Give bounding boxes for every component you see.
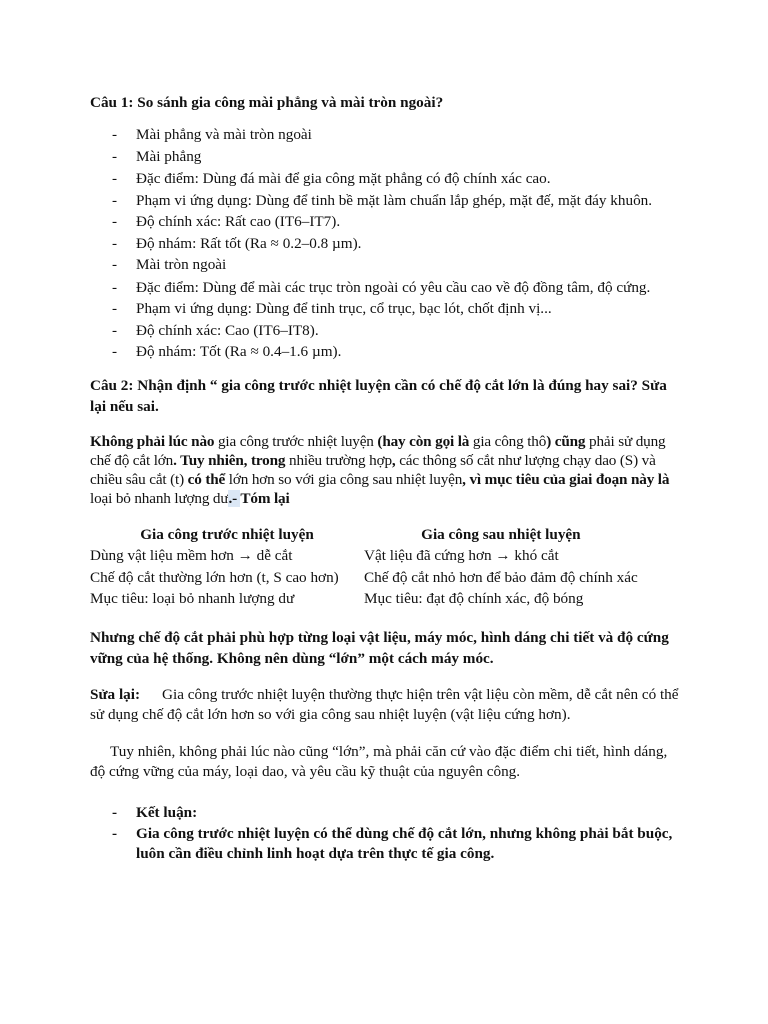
table-header-row xyxy=(90,524,638,546)
list-item: - Đặc điểm: Dùng đá mài để gia công mặt phẳng có độ chính xác cao. xyxy=(90,168,680,190)
list-item: - Mài tròn ngoài xyxy=(90,254,680,277)
table-row xyxy=(90,589,638,611)
list-item: - Gia công trước nhiệt luyện có thể dùng chế độ cắt lớn, nhưng không phải bắt buộc, luôn cần điều chỉnh linh hoạt dựa trên thực tế gia công. xyxy=(90,824,680,865)
table-row xyxy=(90,567,638,589)
table-cell: Mục tiêu: đạt độ chính xác, độ bóng xyxy=(364,590,584,608)
list-item: - Mài phẳng và mài tròn ngoài xyxy=(90,124,680,146)
list-item: - Kết luận: xyxy=(90,803,680,824)
question-1-list xyxy=(90,124,680,363)
table-cell: Mục tiêu: loại bỏ nhanh lượng dư xyxy=(90,590,295,608)
question-1-title: Câu 1: So sánh gia công mài phẳng và mài tròn ngoài? xyxy=(90,94,444,111)
comparison-table xyxy=(90,524,638,611)
table-cell: Chế độ cắt nhỏ hơn để bảo đảm độ chính xác xyxy=(364,568,638,586)
list-item: - Phạm vi ứng dụng: Dùng để tinh trục, cổ trục, bạc lót, chốt định vị... xyxy=(90,298,680,320)
list-item: - Độ nhám: Tốt (Ra ≈ 0.4–1.6 µm). xyxy=(90,341,680,363)
list-item: - Độ chính xác: Cao (IT6–IT8). xyxy=(90,320,680,342)
table-header: Gia công sau nhiệt luyện xyxy=(421,525,581,543)
list-item: - Độ chính xác: Rất cao (IT6–IT7). xyxy=(90,211,680,233)
table-cell: Vật liệu đã cứng hơn → khó cắt xyxy=(364,547,559,565)
indented-paragraph: Tuy nhiên, không phải lúc nào cũng “lớn”, mà phải căn cứ vào đặc điểm chi tiết, hình dáng, độ cứng vững của máy, loại dao, và yêu cầu kỹ thuật của nguyên công. xyxy=(90,743,668,780)
question-2-title: Câu 2: Nhận định “ gia công trước nhiệt luyện cần có chế độ cắt lớn là đúng hay sai? Sửa lại nếu sai. xyxy=(90,376,667,415)
text-selection: .- xyxy=(228,489,241,507)
list-item: - Mài phẳng xyxy=(90,146,680,169)
table-row xyxy=(90,546,638,568)
correction-paragraph: Sửa lại: Gia công trước nhiệt luyện thường thực hiện trên vật liệu còn mềm, dễ cắt nên có thể sử dụng chế độ cắt lớn hơn so với gia công sau nhiệt luyện (vật liệu cứng hơn). xyxy=(90,686,679,723)
list-item: - Đặc điểm: Dùng để mài các trục tròn ngoài có yêu cầu cao về độ đồng tâm, độ cứng. xyxy=(90,277,680,299)
list-item: - Phạm vi ứng dụng: Dùng để tinh bề mặt làm chuẩn lắp ghép, mặt đế, mặt đáy khuôn. xyxy=(90,190,680,212)
table-cell: Dùng vật liệu mềm hơn → dễ cắt xyxy=(90,547,293,565)
list-item: - Độ nhám: Rất tốt (Ra ≈ 0.2–0.8 µm). xyxy=(90,233,680,255)
correction-label: Sửa lại: xyxy=(90,686,141,703)
table-cell: Chế độ cắt thường lớn hơn (t, S cao hơn) xyxy=(90,568,339,586)
note-paragraph: Nhưng chế độ cắt phải phù hợp từng loại vật liệu, máy móc, hình dáng chi tiết và độ cứng vững của hệ thống. Không nên dùng “lớn” một cách máy móc. xyxy=(90,629,669,667)
conclusion-list xyxy=(90,803,680,865)
document-page xyxy=(90,92,680,865)
question-2-paragraph: Không phải lúc nào gia công trước nhiệt luyện (hay còn gọi là gia công thô) cũng phải sử dụng chế độ cắt lớn. Tuy nhiên, trong nhiều trường hợp, các thông số cắt như lượng chạy dao (S) và chiều sâu cắt (t) có thể lớn hơn so với gia công sau nhiệt luyện, vì mục tiêu của giai đoạn này là loại bỏ nhanh lượng dư.- Tóm lại xyxy=(90,432,670,507)
table-header: Gia công trước nhiệt luyện xyxy=(140,525,314,543)
